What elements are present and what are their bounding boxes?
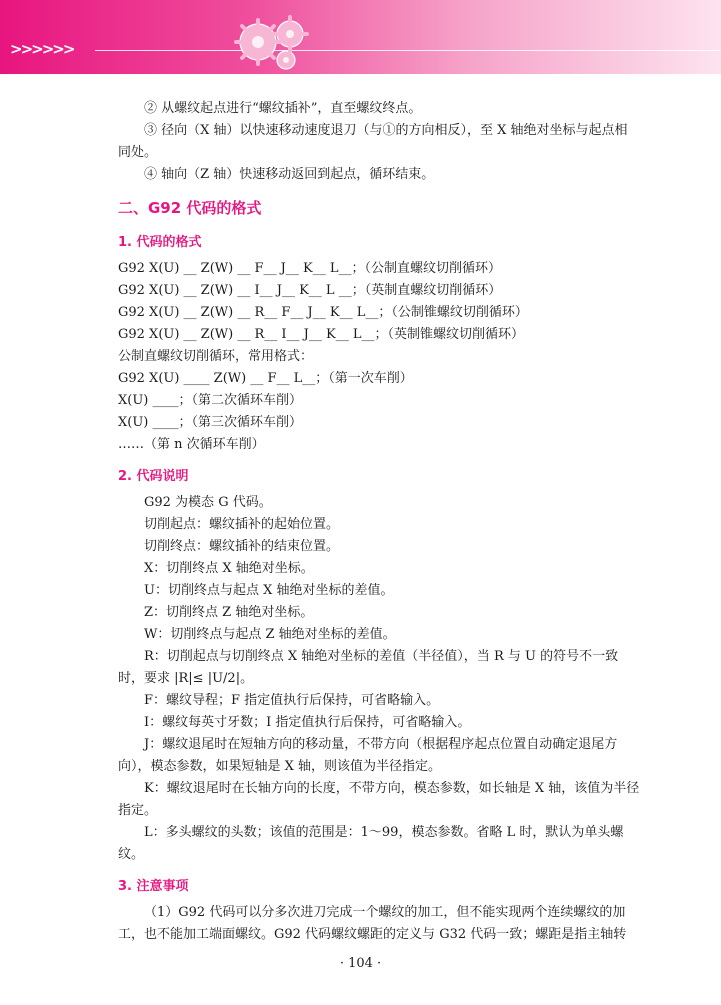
code-line: G92 X(U) __ Z(W) __ R__ F__ J__ K__ L__；（公制锥螺纹切削循环） — [118, 305, 528, 320]
desc-line: 切削起点：螺纹插补的起始位置。 — [144, 517, 340, 532]
section-title: 二、G92 代码的格式 — [118, 199, 262, 217]
code-line: ……（第 n 次循环车削） — [118, 437, 265, 452]
note-line: （1）G92 代码可以分多次进刀完成一个螺纹的加工，但不能实现两个连续螺纹的加工，也不能加工端面螺纹。G92 代码螺纹螺距的定义与 G32 代码一致；螺距是指主轴转 — [118, 905, 627, 942]
step-4: ④ 轴向（Z 轴）快速移动返回到起点，循环结束。 — [144, 167, 435, 182]
step-2: ② 从螺纹起点进行“螺纹插补”，直至螺纹终点。 — [144, 101, 422, 116]
desc-line: 切削终点：螺纹插补的结束位置。 — [144, 539, 340, 554]
page-header-banner — [0, 0, 721, 74]
subsection-title-3: 3. 注意事项 — [118, 879, 189, 894]
code-line: G92 X(U) __ Z(W) __ R__ I__ J__ K__ L__；（英制锥螺纹切削循环） — [118, 327, 524, 342]
step-3: ③ 径向（X 轴）以快速移动速度退刀（与①的方向相反），至 X 轴绝对坐标与起点相同处。 — [118, 123, 628, 160]
desc-line: L：多头螺纹的头数；该值的范围是：1～99，模态参数。省略 L 时，默认为单头螺纹。 — [118, 825, 624, 862]
subsection-title-1: 1. 代码的格式 — [118, 235, 202, 250]
desc-line: Z：切削终点 Z 轴绝对坐标。 — [144, 605, 314, 620]
code-line: G92 X(U) __ Z(W) __ I__ J__ K__ L __；（英制直螺纹切削循环） — [118, 283, 502, 298]
desc-line: W：切削终点与起点 Z 轴绝对坐标的差值。 — [144, 627, 396, 642]
desc-line: G92 为模态 G 代码。 — [144, 495, 272, 510]
code-line: X(U) ____；（第二次循环车削） — [118, 393, 302, 408]
desc-line: R：切削起点与切削终点 X 轴绝对坐标的差值（半径值），当 R 与 U 的符号不一致时，要求 |R|≤ |U/2|。 — [118, 649, 619, 686]
code-line: G92 X(U) ____ Z(W) __ F__ L__；（第一次车削） — [118, 371, 413, 386]
desc-line: J：螺纹退尾时在短轴方向的移动量，不带方向（根据程序起点位置自动确定退尾方向），模态参数，如果短轴是 X 轴，则该值为半径指定。 — [118, 737, 618, 774]
code-line: 公制直螺纹切削循环，常用格式： — [118, 349, 314, 364]
desc-line: K：螺纹退尾时在长轴方向的长度，不带方向，模态参数，如长轴是 X 轴，该值为半径指定。 — [118, 781, 640, 818]
desc-line: I：螺纹每英寸牙数；I 指定值执行后保持，可省略输入。 — [144, 715, 471, 730]
page-body — [118, 98, 640, 946]
code-line: X(U) ____；（第三次循环车削） — [118, 415, 302, 430]
desc-line: U：切削终点与起点 X 轴绝对坐标的差值。 — [144, 583, 394, 598]
chevron-decoration: >>>>>> — [10, 40, 74, 58]
desc-line: X：切削终点 X 轴绝对坐标。 — [144, 561, 314, 576]
header-rule — [95, 50, 721, 51]
subsection-title-2: 2. 代码说明 — [118, 469, 189, 484]
code-line: G92 X(U) __ Z(W) __ F__ J__ K__ L__；（公制直螺纹切削循环） — [118, 261, 501, 276]
desc-line: F：螺纹导程；F 指定值执行后保持，可省略输入。 — [144, 693, 440, 708]
page-number: · 104 · — [339, 956, 382, 971]
gears-icon — [228, 12, 318, 74]
